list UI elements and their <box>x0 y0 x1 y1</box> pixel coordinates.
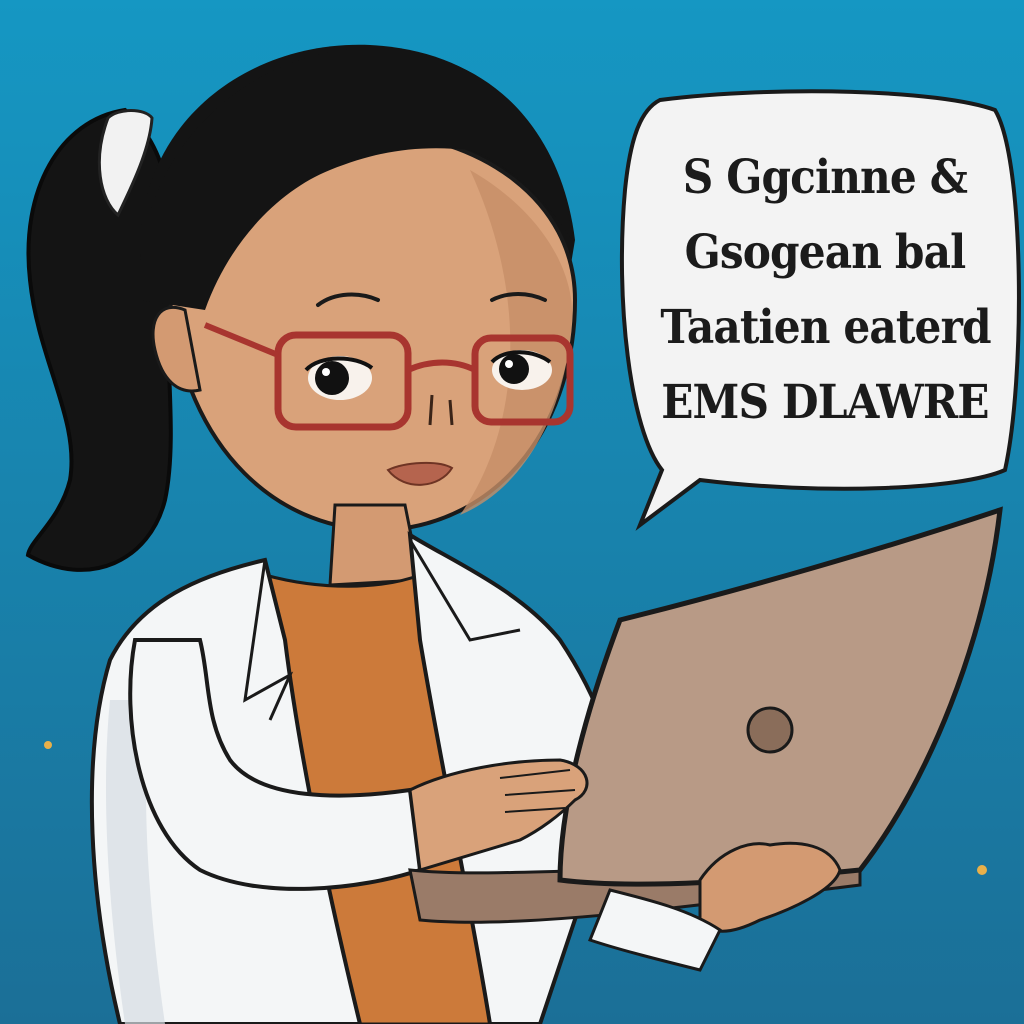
laptop-logo <box>748 708 792 752</box>
speech-line: Taatien eaterd <box>659 300 991 355</box>
right-eye <box>492 350 552 390</box>
sparkle-right <box>977 865 987 875</box>
neck <box>330 505 420 585</box>
speech-line: S Ggcinne & <box>682 150 968 205</box>
speech-line: EMS DLAWRE <box>661 375 989 430</box>
sparkle-left <box>44 741 52 749</box>
speech-line: Gsogean bal <box>684 225 966 280</box>
speech-bubble-text <box>640 140 1010 440</box>
